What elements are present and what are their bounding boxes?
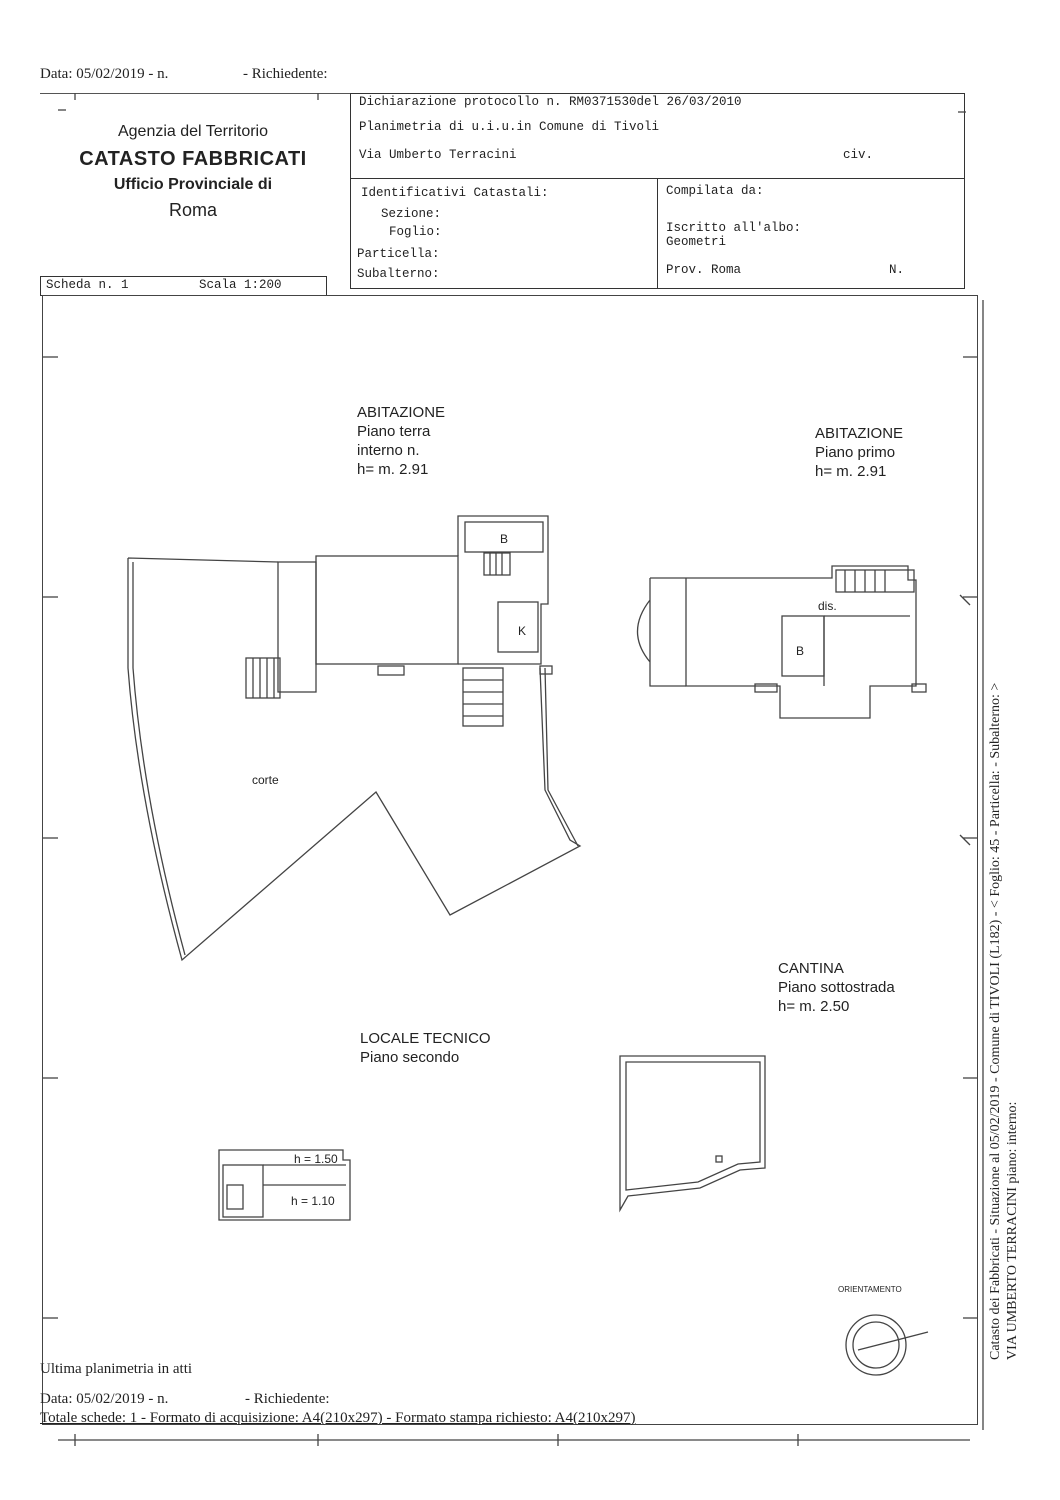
first-floor-title: ABITAZIONE: [815, 425, 904, 442]
particella-label: Particella:: [357, 247, 440, 261]
cantina-title: CANTINA: [778, 960, 844, 977]
locale-tecnico-level: Piano secondo: [360, 1049, 460, 1066]
corte-label: corte: [252, 773, 279, 787]
orientamento-label: ORIENTAMENTO: [838, 1285, 902, 1294]
side-text-line1: Catasto dei Fabbricati - Situazione al 05/02/2019 - Comune di TIVOLI (L182) - < Foglio: 45 - Particella: - Subalterno: >: [988, 682, 1003, 1360]
subalterno-label: Subalterno:: [357, 267, 440, 281]
compilata-label: Compilata da:: [666, 184, 764, 198]
sezione-label: Sezione:: [381, 207, 442, 221]
scheda-label: Scheda n. 1: [46, 278, 129, 292]
geometri-label: Geometri: [666, 235, 727, 249]
side-text-line2: VIA UMBERTO TERRACINI piano: interno:: [1005, 1101, 1020, 1360]
ground-floor-height: h= m. 2.91: [357, 461, 429, 478]
footer-totale: Totale schede: 1 - Formato di acquisizione: A4(210x297) - Formato stampa richiesto: A4(210x297): [40, 1410, 636, 1426]
ground-floor-level: Piano terra: [357, 423, 431, 440]
footer-richiedente: - Richiedente:: [245, 1391, 330, 1407]
first-floor-level: Piano primo: [815, 444, 896, 461]
locale-tecnico-title: LOCALE TECNICO: [360, 1030, 491, 1047]
footer-date: Data: 05/02/2019 - n.: [40, 1391, 169, 1407]
top-richiedente: - Richiedente:: [243, 66, 328, 82]
identificativi-label: Identificativi Catastali:: [361, 186, 549, 200]
cantina-height: h= m. 2.50: [778, 998, 850, 1015]
dichiarazione-line: Dichiarazione protocollo n. RM0371530del 26/03/2010: [359, 95, 742, 109]
height-150-label: h = 1.50: [294, 1152, 338, 1166]
via-line: Via Umberto Terracini: [359, 148, 517, 162]
foglio-label: Foglio:: [389, 225, 442, 239]
agency-line3: Ufficio Provinciale di: [113, 176, 273, 193]
room-b-ground: B: [500, 532, 509, 546]
height-110-label: h = 1.10: [291, 1194, 335, 1208]
n-label: N.: [889, 263, 905, 277]
civ-label: civ.: [843, 148, 874, 162]
agency-line4: Roma: [168, 200, 217, 220]
first-floor-height: h= m. 2.91: [815, 463, 887, 480]
iscritto-label: Iscritto all'albo:: [666, 221, 802, 235]
agency-line2: CATASTO FABBRICATI: [79, 148, 307, 170]
room-dis: dis.: [818, 599, 837, 613]
room-k: K: [518, 624, 527, 638]
scala-label: Scala 1:200: [199, 278, 282, 292]
ground-floor-interno: interno n.: [357, 442, 420, 459]
footer-ultima: Ultima planimetria in atti: [40, 1361, 193, 1377]
room-b-first: B: [796, 644, 805, 658]
cantina-level: Piano sottostrada: [778, 979, 895, 996]
planimetria-line: Planimetria di u.i.u.in Comune di Tivoli: [359, 120, 660, 134]
agency-line1: Agenzia del Territorio: [117, 123, 268, 140]
ground-floor-title: ABITAZIONE: [357, 404, 446, 421]
top-date: Data: 05/02/2019 - n.: [40, 66, 169, 82]
prov-label: Prov. Roma: [666, 263, 742, 277]
